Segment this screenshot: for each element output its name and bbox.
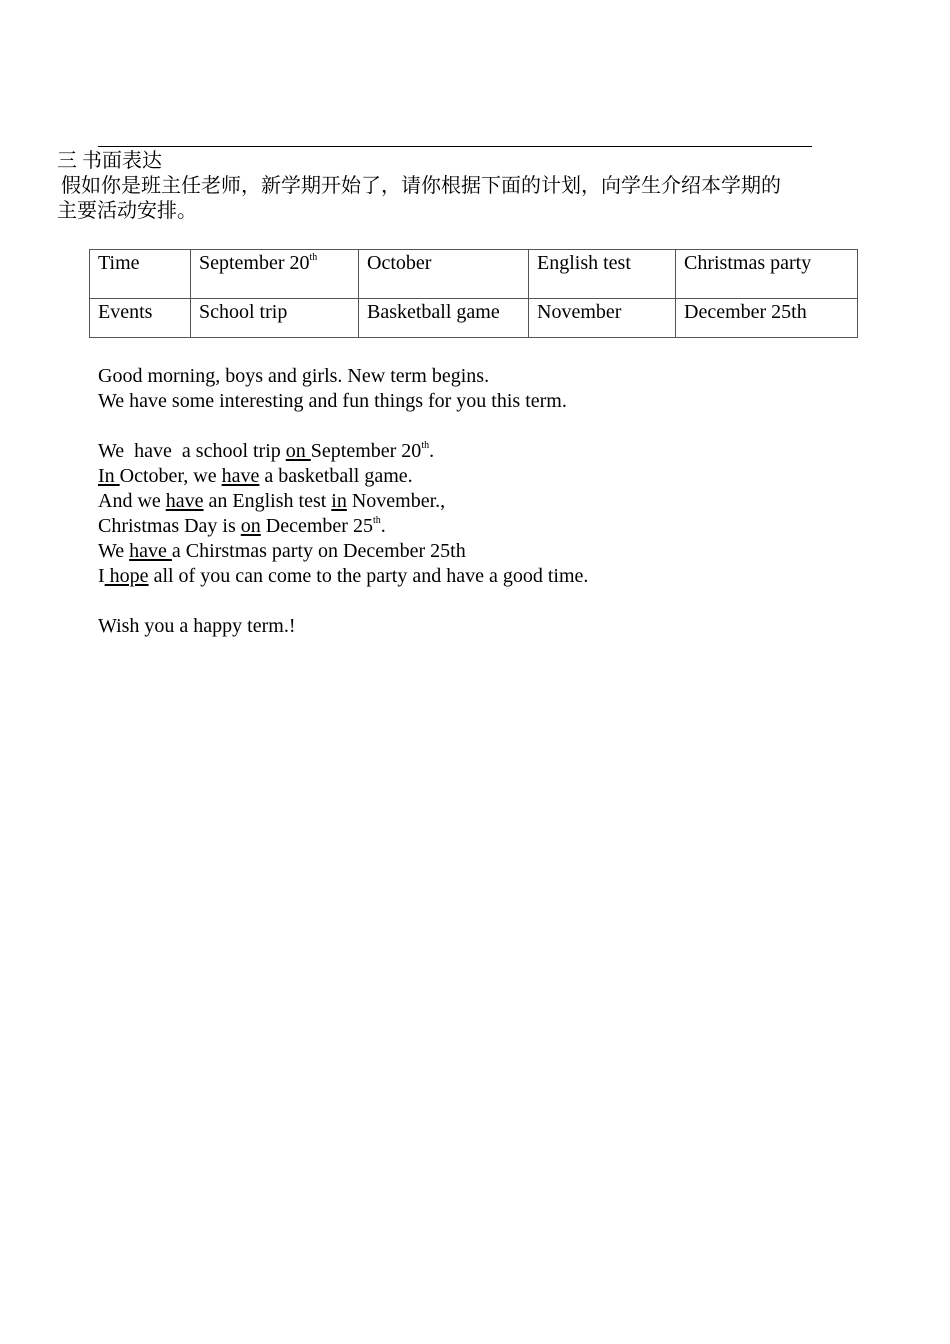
schedule-table [89, 249, 858, 338]
table-cell: English test [529, 250, 676, 299]
writing-prompt [57, 174, 857, 224]
section-heading: 三 书面表达 [57, 150, 162, 172]
table-cell: Events [90, 299, 191, 338]
table-cell: October [359, 250, 529, 299]
table-cell: Christmas party [676, 250, 858, 299]
letter-line: Christmas Day is on December 25th. [98, 515, 386, 537]
table-cell: Time [90, 250, 191, 299]
table-cell: Basketball game [359, 299, 529, 338]
letter-line: Good morning, boys and girls. New term begins. [98, 365, 490, 387]
answer-text [98, 364, 588, 639]
letter-line: We have a Chirstmas party on December 25th [98, 540, 466, 562]
letter-line: Wish you a happy term.! [98, 615, 296, 637]
letter-line: We have some interesting and fun things for you this term. [98, 390, 567, 412]
letter-line: And we have an English test in November., [98, 490, 446, 512]
table-cell: September 20th [191, 250, 359, 299]
table-cell: December 25th [676, 299, 858, 338]
letter-line: In October, we have a basketball game. [98, 465, 413, 487]
table-row [90, 299, 858, 338]
prompt-line: 主要活动安排。 [57, 200, 197, 222]
table-cell: November [529, 299, 676, 338]
table-row [90, 250, 858, 299]
answer-line [98, 146, 812, 147]
prompt-line: 假如你是班主任老师，新学期开始了，请你根据下面的计划，向学生介绍本学期的 [61, 175, 781, 197]
table-cell: School trip [191, 299, 359, 338]
letter-line: We have a school trip on September 20th. [98, 440, 435, 462]
letter-line: I hope all of you can come to the party and have a good time. [98, 565, 589, 587]
